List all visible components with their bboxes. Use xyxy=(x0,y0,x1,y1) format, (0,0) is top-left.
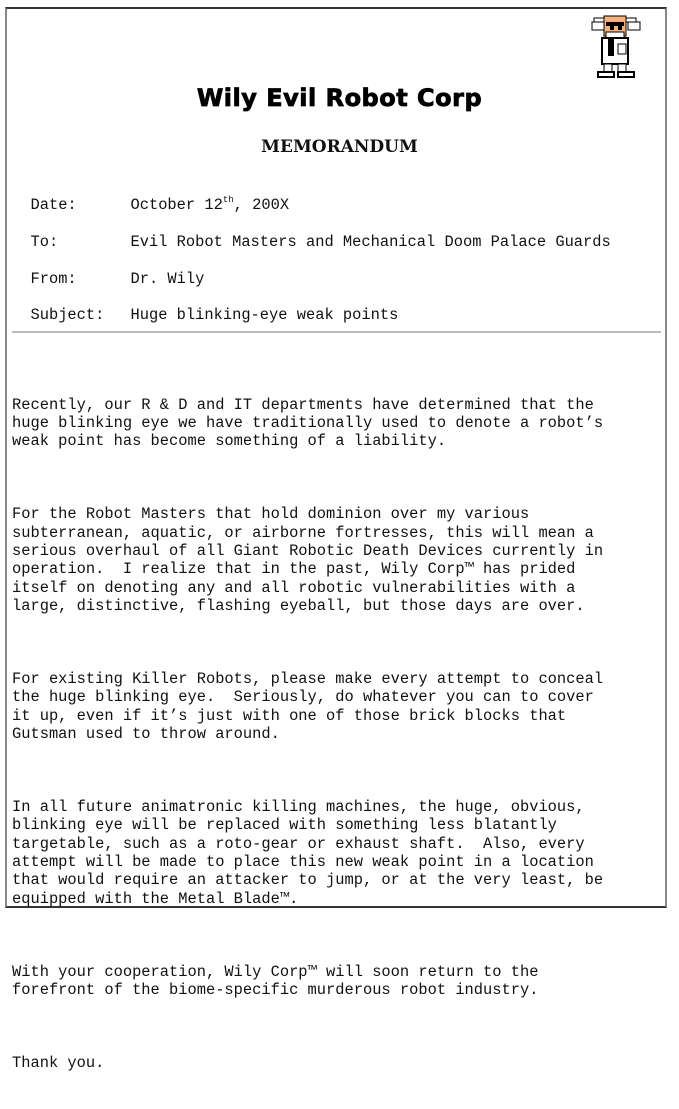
from-value: Dr. Wily xyxy=(130,270,205,288)
from-field xyxy=(12,252,204,288)
body-paragraph: For existing Killer Robots, please make every attempt to conceal the huge blinking eye. Seriously, do whatever you can to cover it up, even if it’s just with one of those brick blocks that Gutsman used to throw around. xyxy=(12,670,604,743)
date-field xyxy=(12,178,289,214)
body-paragraph: Recently, our R & D and IT departments have determined that the huge blinking eye we have traditionally used to denote a robot’s weak point has become something of a liability. xyxy=(12,395,604,451)
from-label: From: xyxy=(30,270,77,288)
to-label: To: xyxy=(30,233,59,251)
date-label: Date: xyxy=(30,196,77,214)
to-field xyxy=(12,215,611,251)
date-value xyxy=(130,196,289,214)
header-divider xyxy=(12,331,661,333)
closing-line: Thank you. xyxy=(12,1054,105,1073)
document-type-title: MEMORANDUM xyxy=(261,137,418,157)
to-value: Evil Robot Masters and Mechanical Doom Palace Guards xyxy=(130,233,611,251)
date-year: , 200X xyxy=(233,196,290,214)
subject-value: Huge blinking-eye weak points xyxy=(130,306,399,324)
subject-label: Subject: xyxy=(30,306,105,324)
dr-wily-pixel-sprite-icon xyxy=(590,14,642,78)
date-value-main: October 12 xyxy=(130,196,223,214)
memo-body xyxy=(12,359,662,1109)
company-name: Wily Evil Robot Corp xyxy=(196,84,483,112)
body-paragraph: For the Robot Masters that hold dominion over my various subterranean, aquatic, or airborne fortresses, this will mean a serious overhaul of all Giant Robotic Death Devices currently in operation. I realize that in the past, Wily Corp™ has prided itself on denoting any and all robotic vulnerabilities with a large, distinctive, flashing eyeball, but those days are over. xyxy=(12,505,604,615)
subject-field xyxy=(12,288,398,324)
body-paragraph: With your cooperation, Wily Corp™ will soon return to the forefront of the biome-specific murderous robot industry. xyxy=(12,962,539,1000)
date-ordinal-suffix: th xyxy=(222,195,234,205)
body-paragraph: In all future animatronic killing machines, the huge, obvious, blinking eye will be replaced with something less blatantly targetable, such as a roto-gear or exhaust shaft. Also, every attempt will be made to place this new weak point in a location that would require an attacker to jump, or at the very least, be equipped with the Metal Blade™. xyxy=(12,798,604,908)
